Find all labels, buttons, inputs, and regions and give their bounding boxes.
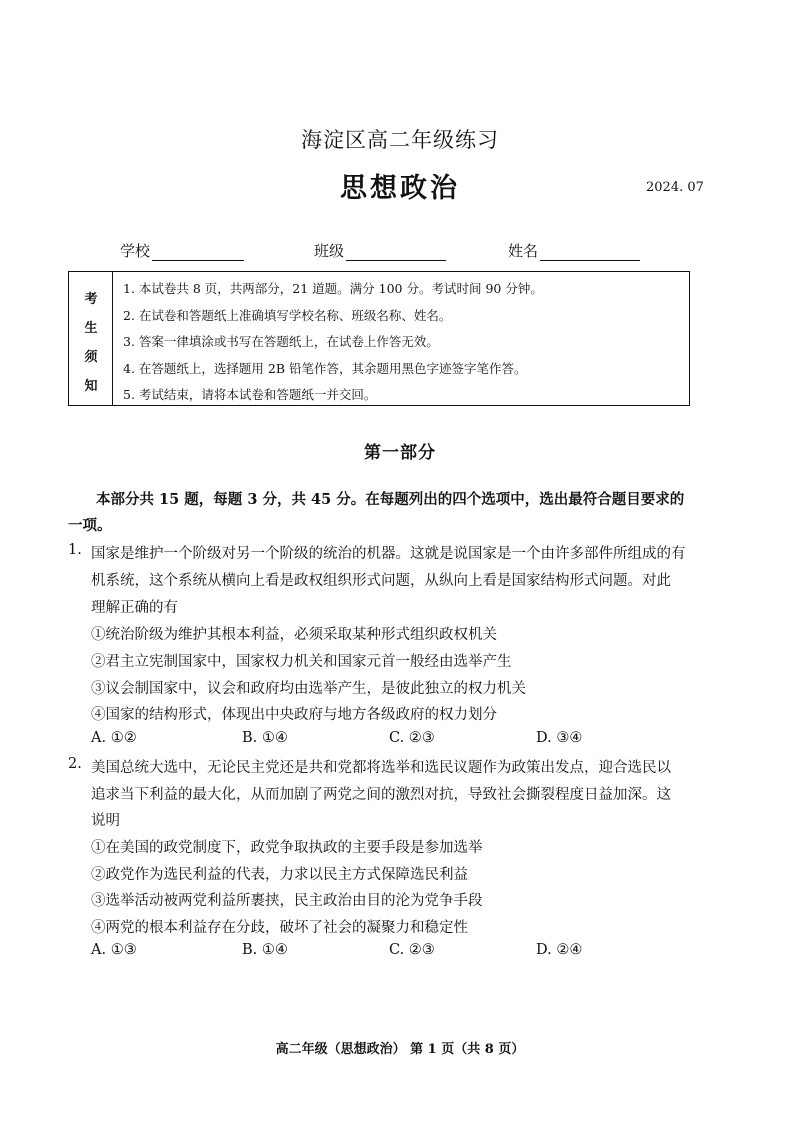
option-a[interactable]: A. ①② bbox=[91, 730, 137, 746]
school-field[interactable] bbox=[120, 240, 244, 261]
exam-title: 海淀区高二年级练习 bbox=[301, 128, 499, 152]
option-d[interactable]: D. ③④ bbox=[536, 730, 583, 746]
question-number: 2. bbox=[68, 756, 82, 772]
name-field[interactable] bbox=[508, 240, 640, 261]
statement: ④两党的根本利益存在分歧，破坏了社会的凝聚力和稳定性 bbox=[91, 920, 468, 936]
option-b[interactable]: B. ①④ bbox=[242, 730, 288, 746]
notice-side-char: 考 bbox=[84, 292, 98, 307]
statement: ③议会制国家中，议会和政府均由选举产生，是彼此独立的权力机关 bbox=[91, 681, 526, 697]
page-footer: 高二年级（思想政治） 第 1 页（共 8 页） bbox=[275, 1042, 525, 1057]
instruction-line: 本部分共 15 题，每题 3 分，共 45 分。在每题列出的四个选项中，选出最符合题目要求的 bbox=[96, 491, 685, 508]
option-c[interactable]: C. ②③ bbox=[389, 730, 435, 746]
class-label: 班级 bbox=[314, 242, 345, 260]
statement: ①在美国的政党制度下，政党争取执政的主要手段是参加选举 bbox=[91, 840, 483, 856]
statement: ②政党作为选民利益的代表，力求以民主方式保障选民利益 bbox=[91, 867, 468, 883]
subject-title: 思想政治 bbox=[340, 173, 460, 204]
question-stem-line: 理解正确的有 bbox=[91, 600, 178, 616]
notice-item: 2. 在试卷和答题纸上准确填写学校名称、班级名称、姓名。 bbox=[123, 308, 452, 323]
statement: ③选举活动被两党利益所裹挟，民主政治由目的沦为党争手段 bbox=[91, 893, 483, 909]
question-stem-line: 说明 bbox=[91, 813, 120, 829]
notice-side-char: 知 bbox=[84, 379, 98, 394]
notice-side-label bbox=[69, 272, 113, 405]
school-label: 学校 bbox=[120, 242, 151, 260]
name-label: 姓名 bbox=[508, 242, 539, 260]
statement: ②君主立宪制国家中，国家权力机关和国家元首一般经由选举产生 bbox=[91, 654, 512, 670]
notice-item: 3. 答案一律填涂或书写在答题纸上，在试卷上作答无效。 bbox=[123, 334, 439, 349]
statement: ④国家的结构形式，体现出中央政府与地方各级政府的权力划分 bbox=[91, 707, 497, 723]
question-stem-line: 国家是维护一个阶级对另一个阶级的统治的机器。这就是说国家是一个由许多部件所组成的有 bbox=[91, 546, 686, 562]
option-d[interactable]: D. ②④ bbox=[536, 942, 583, 958]
question-number: 1. bbox=[68, 542, 82, 558]
question-stem-line: 机系统，这个系统从横向上看是政权组织形式问题，从纵向上看是国家结构形式问题。对此 bbox=[91, 573, 671, 589]
question-stem-line: 追求当下利益的最大化，从而加剧了两党之间的激烈对抗，导致社会撕裂程度日益加深。这 bbox=[91, 787, 671, 803]
part-title: 第一部分 bbox=[364, 443, 436, 463]
notice-side-char: 生 bbox=[84, 321, 98, 336]
notice-side-char: 须 bbox=[84, 350, 98, 365]
option-c[interactable]: C. ②③ bbox=[389, 942, 435, 958]
class-field[interactable] bbox=[314, 240, 446, 261]
notice-item: 1. 本试卷共 8 页，共两部分，21 道题。满分 100 分。考试时间 90 分钟。 bbox=[123, 281, 543, 296]
class-blank[interactable] bbox=[346, 260, 446, 261]
notice-item: 4. 在答题纸上，选择题用 2B 铅笔作答，其余题用黑色字迹签字笔作答。 bbox=[123, 361, 527, 376]
option-a[interactable]: A. ①③ bbox=[91, 942, 137, 958]
notice-item: 5. 考试结束，请将本试卷和答题纸一并交回。 bbox=[123, 387, 377, 402]
statement: ①统治阶级为维护其根本利益，必须采取某种形式组织政权机关 bbox=[91, 627, 497, 643]
name-blank[interactable] bbox=[540, 260, 640, 261]
school-blank[interactable] bbox=[152, 260, 244, 261]
exam-date: 2024. 07 bbox=[646, 180, 704, 195]
exam-notice-box bbox=[68, 271, 690, 406]
instruction-line: 一项。 bbox=[68, 517, 112, 534]
option-b[interactable]: B. ①④ bbox=[242, 942, 288, 958]
question-stem-line: 美国总统大选中，无论民主党还是共和党都将选举和选民议题作为政策出发点，迎合选民以 bbox=[91, 760, 671, 776]
